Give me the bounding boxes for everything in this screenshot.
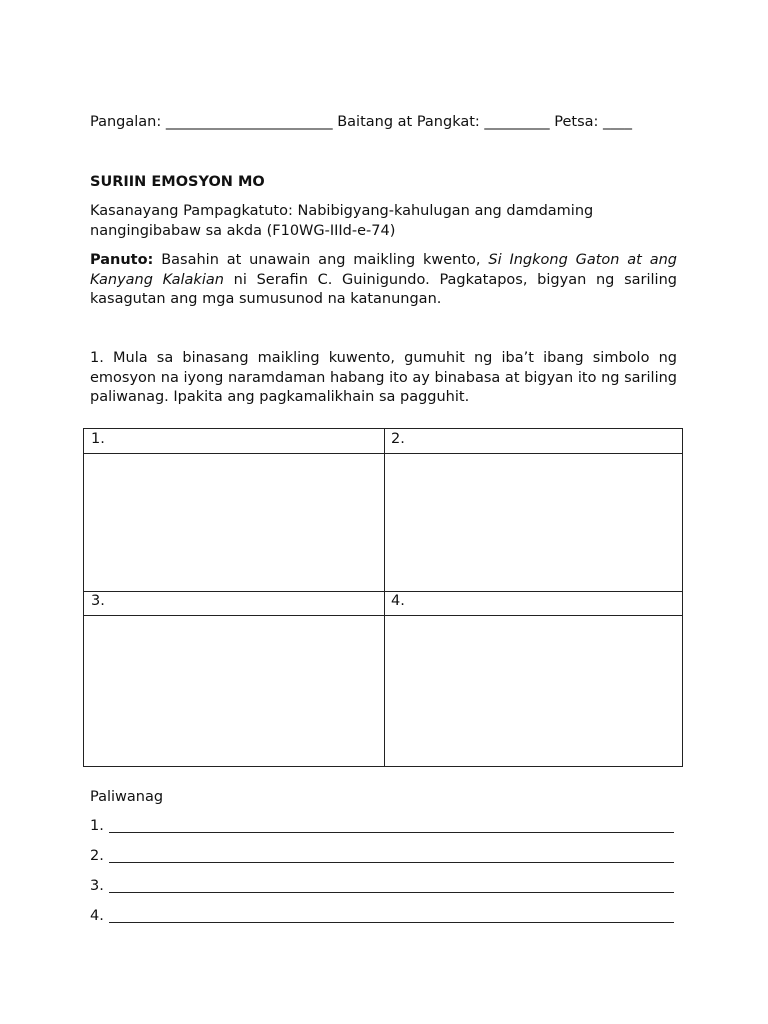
answer-rule — [109, 832, 674, 833]
answer-rule — [109, 892, 674, 893]
explanation-line-2[interactable] — [90, 846, 680, 866]
name-field[interactable]: Pangalan: _______________________ — [90, 114, 333, 130]
worksheet-title: SURIIN EMOSYON MO — [90, 174, 265, 190]
grid-divider-middle — [84, 591, 682, 592]
instructions-text-before: Basahin at unawain ang maikling kwento, — [153, 252, 489, 268]
answer-rule — [109, 862, 674, 863]
instructions-label: Panuto: — [90, 252, 154, 268]
grade-section-field[interactable]: Baitang at Pangkat: _________ — [337, 114, 550, 130]
story-title: Si Ingkong Gaton at ang Kanyang Kalakian — [90, 252, 677, 288]
explanation-line-4[interactable] — [90, 906, 680, 926]
grid-divider-row1-header — [84, 453, 682, 454]
explanation-line-number: 4. — [90, 908, 104, 924]
explanation-line-number: 2. — [90, 848, 104, 864]
drawing-cell-4-label: 4. — [391, 593, 405, 609]
drawing-cell-1-label: 1. — [91, 431, 105, 447]
explanation-line-number: 3. — [90, 878, 104, 894]
task-question: 1. Mula sa binasang maikling kuwento, gumuhit ng iba’t ibang simbolo ng emosyon na iyong naramdaman habang ito ay binabasa at bigyan ito ng sariling paliwanag. Ipakita ang pagkamalikhain sa pagguhit. — [90, 350, 677, 405]
answer-rule — [109, 922, 674, 923]
instructions-text-after: ni Serafin C. Guinigundo. Pagkatapos, bigyan ng sariling kasagutan ang mga sumusunod na katanungan. — [90, 271, 677, 307]
drawing-cell-3-label: 3. — [91, 593, 105, 609]
learning-competency: Kasanayang Pampagkatuto: Nabibigyang-kahulugan ang damdaming nangingibabaw sa akda (F10WG-IIId-e-74) — [90, 203, 594, 239]
grid-divider-vertical — [384, 429, 385, 766]
explanation-line-3[interactable] — [90, 876, 680, 896]
instructions — [90, 251, 677, 310]
explanation-title: Paliwanag — [90, 789, 164, 805]
drawing-grid — [83, 428, 683, 767]
student-info-line — [90, 112, 690, 132]
explanation-line-number: 1. — [90, 818, 104, 834]
explanation-line-1[interactable] — [90, 816, 680, 836]
date-field[interactable]: Petsa: ____ — [554, 114, 633, 130]
drawing-cell-2-label: 2. — [391, 431, 405, 447]
grid-divider-row2-header — [84, 615, 682, 616]
